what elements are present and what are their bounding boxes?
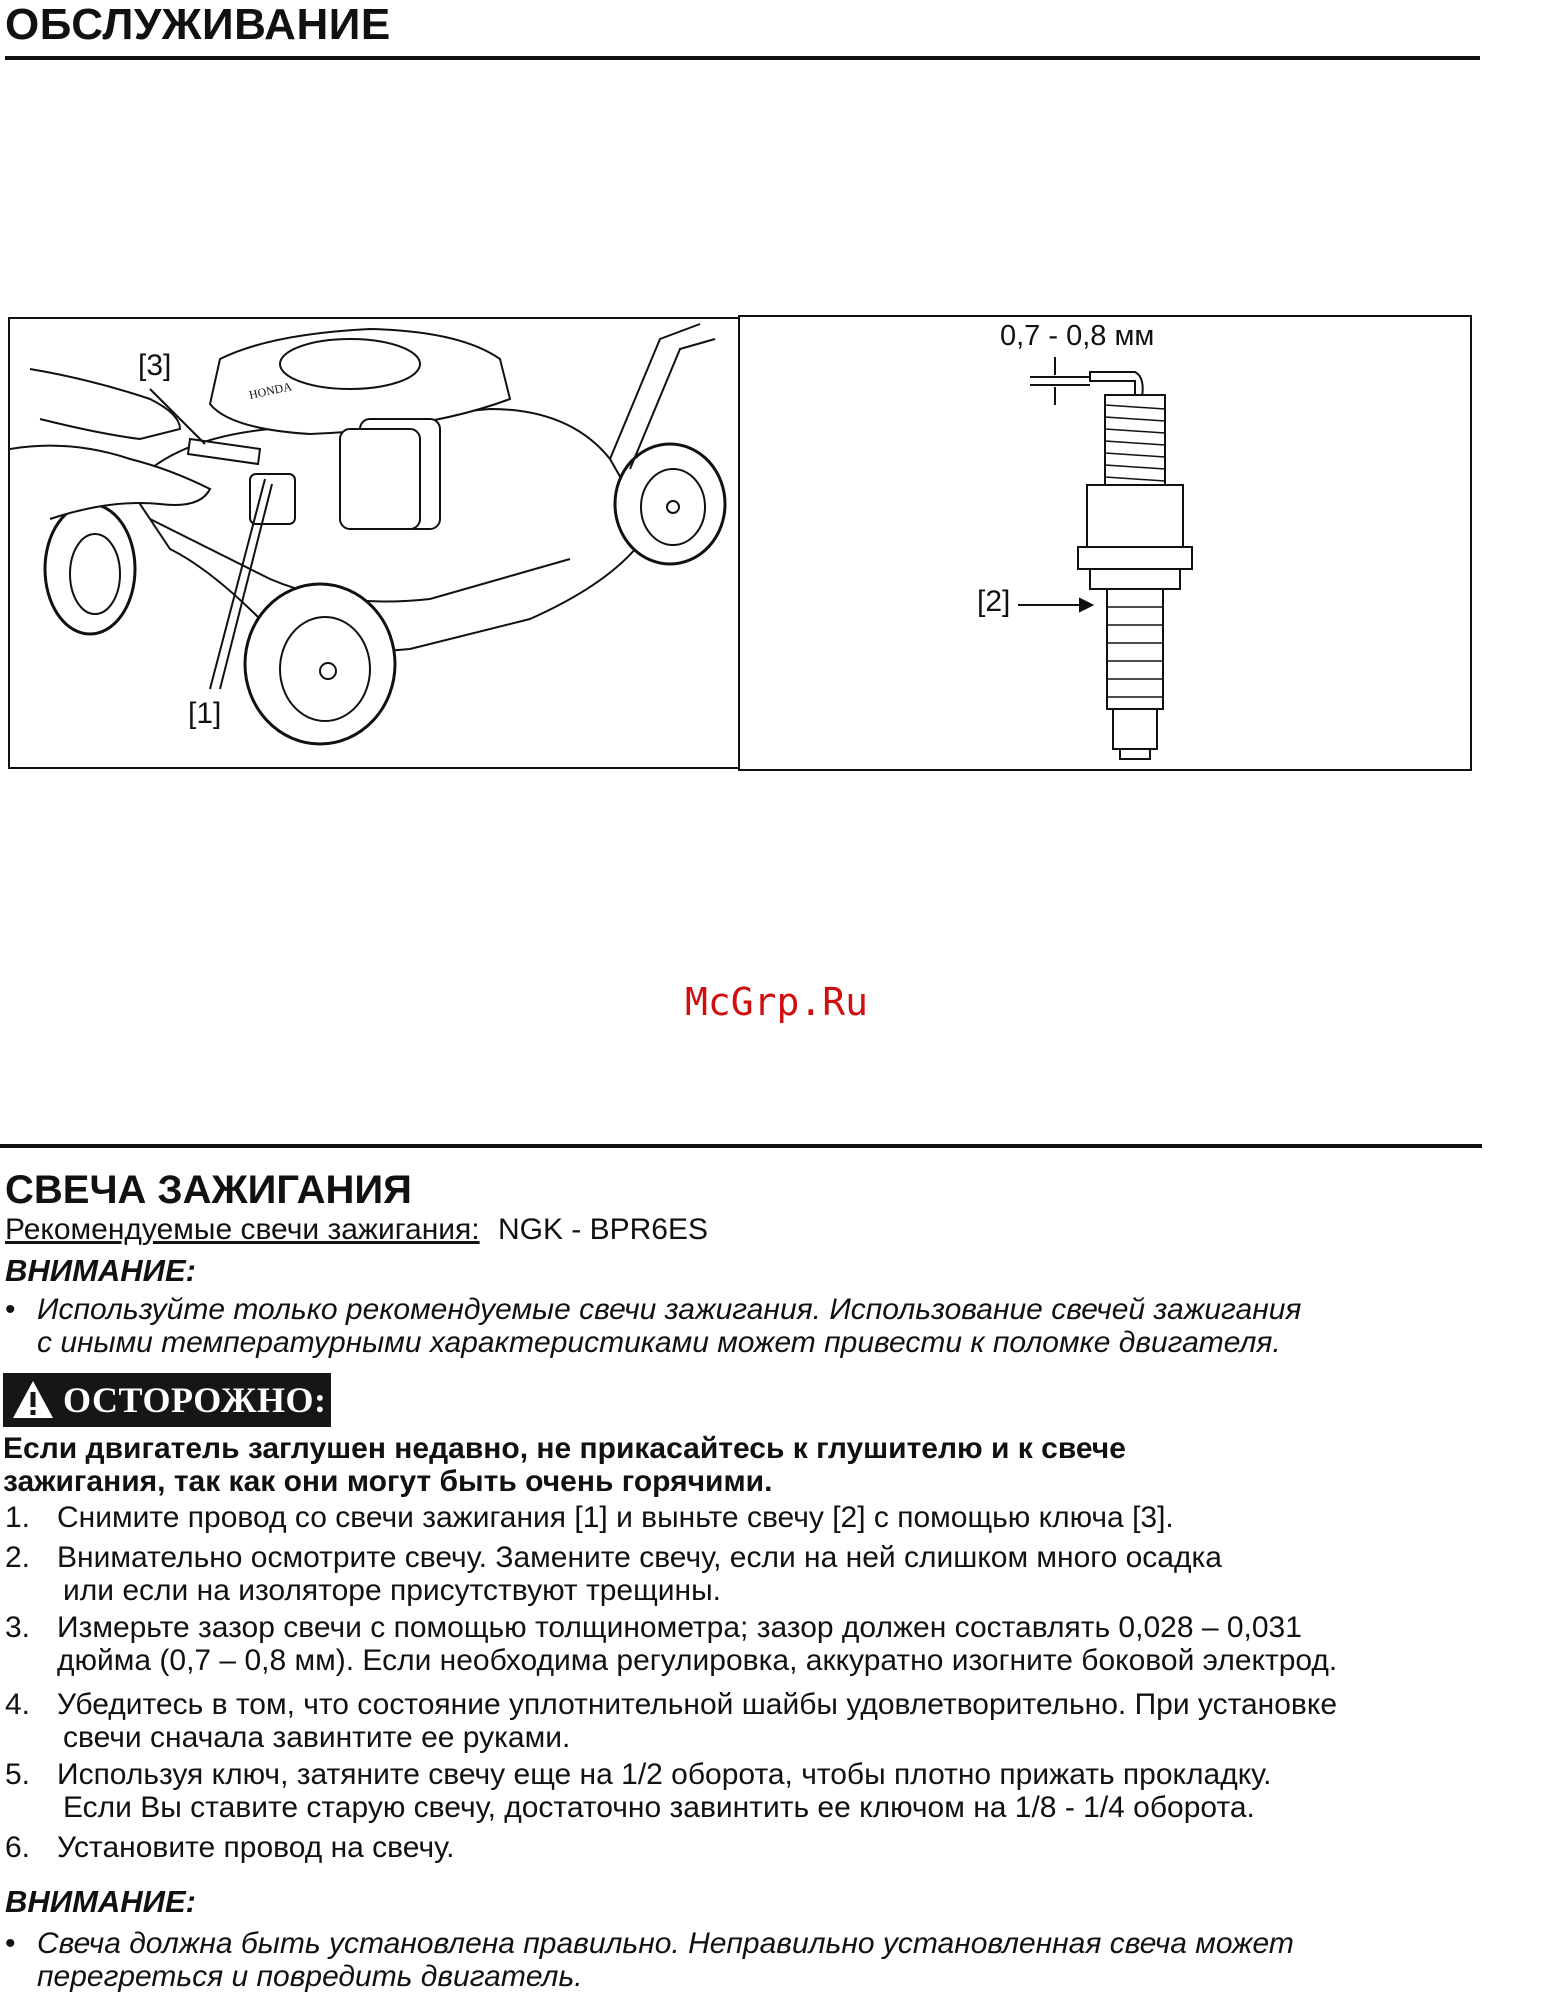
step-5 [5,1758,1545,1824]
step-6-line-1: Установите провод на свечу. [57,1831,455,1864]
step-number: 2. [5,1541,31,1574]
label-plug-wire: [1] [188,697,222,730]
attention-heading-1: ВНИМАНИЕ: [5,1253,196,1288]
section-rule [0,1144,1482,1148]
bullet-dot: • [5,1293,16,1326]
step-3-line-2: дюйма (0,7 – 0,8 мм). Если необходима регулировка, аккуратно изогните боковой электрод. [57,1644,1338,1677]
warning-line-2: зажигания, так как они могут быть очень горячими. [3,1465,773,1498]
step-3-line-1: Измерьте зазор свечи с помощью толщинометра; зазор должен составлять 0,028 – 0,031 [57,1611,1302,1644]
step-1-line-1: Снимите провод со свечи зажигания [1] и выньте свечу [2] с помощью ключа [3]. [57,1501,1174,1534]
bullet-1-line-1: Используйте только рекомендуемые свечи зажигания. Использование свечей зажигания [37,1293,1302,1326]
bullet-note-2 [5,1927,1545,1993]
step-5-line-2: Если Вы ставите старую свечу, достаточно завинтить ее ключом на 1/8 - 1/4 оборота. [63,1791,1255,1824]
bullet-note-1 [5,1293,1535,1359]
mower-brand-text: HONDA [247,379,294,402]
page-title: ОБСЛУЖИВАНИЕ [5,0,391,49]
warning-badge [3,1373,331,1427]
warning-text [3,1432,1533,1498]
step-4 [5,1688,1545,1754]
bullet-2-line-2: перегреться и повредить двигатель. [37,1960,583,1993]
step-number: 4. [5,1688,31,1721]
front-wheel [245,584,395,744]
step-2-line-1: Внимательно осмотрите свечу. Замените свечу, если на ней слишком много осадка [57,1541,1222,1574]
step-2 [5,1541,1545,1607]
step-number: 3. [5,1611,31,1644]
label-wrench: [3] [138,349,172,382]
step-6 [5,1831,1545,1864]
step-number: 1. [5,1501,31,1534]
attention-heading-2: ВНИМАНИЕ: [5,1884,196,1919]
warning-line-1: Если двигатель заглушен недавно, не прикасайтесь к глушителю и к свече [3,1432,1126,1465]
recommended-label: Рекомендуемые свечи зажигания: [5,1213,480,1246]
step-1 [5,1501,1545,1534]
mower-illustration [10,319,740,767]
figure-mower [8,317,742,769]
step-4-line-2: свечи сначала завинтите ее руками. [63,1721,571,1754]
recommended-value: NGK - BPR6ES [497,1213,709,1246]
bullet-2-line-1: Свеча должна быть установлена правильно. Неправильно установленная свеча может [37,1927,1294,1960]
step-2-line-2: или если на изоляторе присутствуют трещины. [63,1574,722,1607]
step-number: 6. [5,1831,31,1864]
label-spark-plug: [2] [977,585,1011,618]
bullet-1-line-2: с иными температурными характеристиками может привести к поломке двигателя. [37,1326,1281,1359]
top-rule [5,56,1480,60]
gap-label: 0,7 - 0,8 мм [1000,320,1155,352]
recommended-plugs [5,1213,708,1247]
step-5-line-1: Используя ключ, затяните свечу еще на 1/2 оборота, чтобы плотно прижать прокладку. [57,1758,1272,1791]
section-title: СВЕЧА ЗАЖИГАНИЯ [5,1168,412,1212]
warning-triangle-icon [11,1378,55,1422]
bullet-dot: • [5,1927,16,1960]
step-number: 5. [5,1758,31,1791]
step-4-line-1: Убедитесь в том, что состояние уплотнительной шайбы удовлетворительно. При установке [57,1688,1338,1721]
warning-badge-label: ОСТОРОЖНО: [63,1380,327,1420]
figure-spark-plug [738,315,1472,771]
step-3 [5,1611,1545,1677]
spark-plug-illustration [740,317,1470,769]
watermark: McGrp.Ru [684,980,869,1024]
